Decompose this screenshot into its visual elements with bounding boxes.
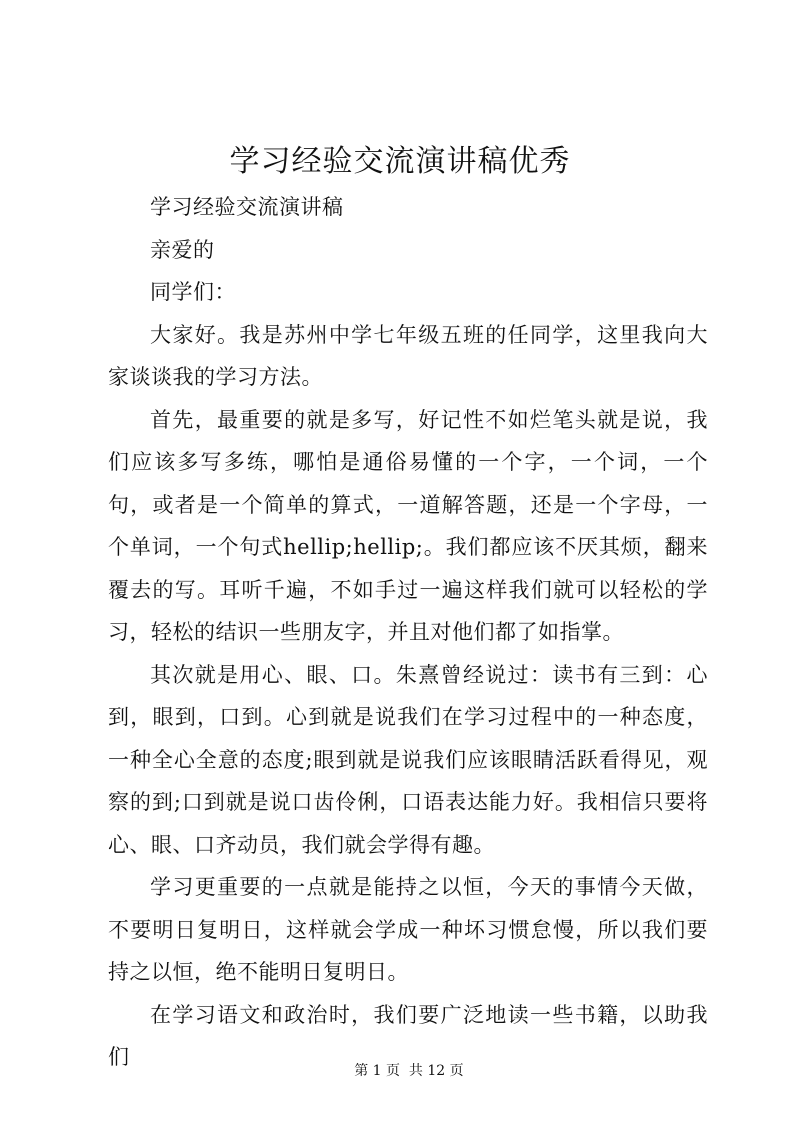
paragraph-subtitle: 学习经验交流演讲稿 xyxy=(150,195,344,219)
document-body xyxy=(108,186,708,1079)
paragraph-salutation-1: 亲爱的 xyxy=(150,237,215,262)
page-footer xyxy=(0,1041,800,1101)
paragraph-heart-eye-mouth: 其次就是用心、眼、口。朱熹曾经说过：读书有三到：心到，眼到，口到。心到就是说我们在学习过程中的一种态度，一种全心全意的态度;眼到就是说我们应该眼睛活跃看得见，观察的到;口到就是说口齿伶俐，口语表达能力好。我相信只要将心、眼、口齐动员，我们就会学得有趣。 xyxy=(108,662,708,857)
paragraph-reading: 在学习语文和政治时，我们要广泛地读一些书籍，以助我们 xyxy=(108,1002,708,1069)
paragraph-salutation-2: 同学们： xyxy=(150,280,236,304)
page-indicator: 第 1 页 共 12 页 xyxy=(354,1063,464,1079)
paragraph-persistence: 学习更重要的一点就是能持之以恒，今天的事情今天做，不要明日复明日，这样就会学成一种坏习惯怠慢，所以我们要持之以恒，绝不能明日复明日。 xyxy=(108,875,708,984)
document-title: 学习经验交流演讲稿优秀 xyxy=(229,144,571,179)
paragraph-greeting: 大家好。我是苏州中学七年级五班的任同学，这里我向大家谈谈我的学习方法。 xyxy=(108,322,708,389)
paragraph-writing: 首先，最重要的就是多写，好记性不如烂笔头就是说，我们应该多写多练，哪怕是通俗易懂的一个字，一个词，一个句，或者是一个简单的算式，一道解答题，还是一个字母，一个单词，一个句式hellip;hellip;。我们都应该不厌其烦，翻来覆去的写。耳听千遍，不如手过一遍这样我们就可以轻松的学习，轻松的结识一些朋友字，并且对他们都了如指掌。 xyxy=(108,407,708,644)
